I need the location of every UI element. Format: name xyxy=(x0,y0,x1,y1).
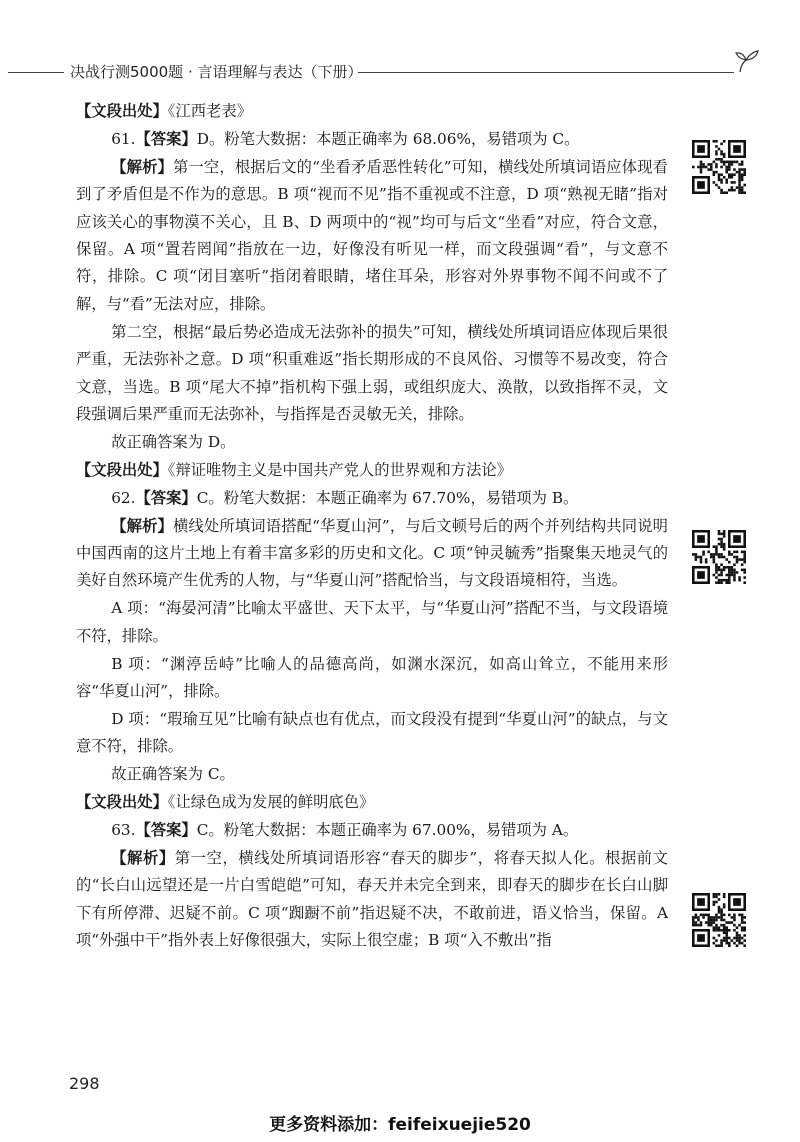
section-label: 【答案】 xyxy=(135,129,197,148)
paragraph-p11 xyxy=(76,706,668,761)
section-label: 【解析】 xyxy=(111,516,174,535)
question-number: 63. xyxy=(111,821,136,840)
paragraph-text: 第一空，根据后文的“坐看矛盾恶性转化”可知，横线处所填词语应体现看到了矛盾但是不作为的意思。B 项“视而不见”指不重视或不注意，D 项“熟视无睹”指对应该关心的事物漠不关心，且 B、D 两项中的“视”均可与后文“坐看”对应，符合文意，保留。A 项“置若罔闻”指放在一边，好像没有听见一样，而文段强调“看”，与文意不符，排除。C 项“闭目塞听”指闭着眼睛，堵住耳朵，形容对外界事物不闻不问或不了解，与“看”无法对应，排除。 xyxy=(76,157,668,313)
section-label: 【答案】 xyxy=(135,488,197,507)
page-content xyxy=(76,98,668,955)
paragraph-p5 xyxy=(76,429,668,456)
section-label: 【文段出处】 xyxy=(76,102,168,120)
paragraph-text: 第一空，横线处所填词语形容“春天的脚步”，将春天拟人化。根据前文的“长白山远望还是一片白雪皑皑”可知，春天并未完全到来，即春天的脚步在长白山脚下有所停滞、迟疑不前。C 项“踟蹰不前”指迟疑不决，不敢前进，语义恰当，保留。A 项“外强中干”指外表上好像很强大，实际上很空虚；B 项“入不敷出”指 xyxy=(76,848,668,950)
paragraph-p3 xyxy=(76,154,668,318)
paragraph-text: D 项：“瑕瑜互见”比喻有缺点也有优点，而文段没有提到“华夏山河”的缺点，与文意不符，排除。 xyxy=(76,709,668,756)
paragraph-p7 xyxy=(76,485,668,512)
paragraph-text: D。粉笔大数据：本题正确率为 68.06%，易错项为 C。 xyxy=(196,129,580,148)
paragraph-p4 xyxy=(76,319,668,429)
paragraph-p9 xyxy=(76,595,668,650)
paragraph-text: 第二空，根据“最后势必造成无法弥补的损失”可知，横线处所填词语应体现后果很严重，无法弥补之意。D 项“积重难返”指长期形成的不良风俗、习惯等不易改变，符合文意，当选。B 项“尾大不掉”指机构下强上弱，或组织庞大、涣散，以致指挥不灵，文段强调后果严重而无法弥补，与指挥是否灵敏无关，排除。 xyxy=(76,322,668,423)
paragraph-p14 xyxy=(76,817,668,844)
sprout-icon xyxy=(732,44,760,72)
paragraph-text: A 项：“海晏河清”比喻太平盛世、天下太平，与“华夏山河”搭配不当，与文段语境不符，排除。 xyxy=(76,599,668,645)
paragraph-p1 xyxy=(76,98,668,125)
footer-note: 更多资料添加：feifeixuejie520 xyxy=(269,1115,531,1135)
paragraph-text: C。粉笔大数据：本题正确率为 67.00%，易错项为 A。 xyxy=(196,821,579,840)
paragraph-text: C。粉笔大数据：本题正确率为 67.70%，易错项为 B。 xyxy=(196,488,579,507)
paragraph-text: 《辩证唯物主义是中国共产党人的世界观和方法论》 xyxy=(167,460,512,479)
paragraph-p6 xyxy=(76,457,668,484)
section-label: 【解析】 xyxy=(111,157,174,176)
paragraph-text: 故正确答案为 C。 xyxy=(111,765,235,784)
header-rule-right xyxy=(358,72,734,73)
section-label: 【文段出处】 xyxy=(76,793,168,812)
qr-code-icon xyxy=(692,893,746,947)
question-number: 62. xyxy=(111,488,136,507)
paragraph-p8 xyxy=(76,513,668,595)
paragraph-text: B 项：“渊渟岳峙”比喻人的品德高尚，如渊水深沉，如高山耸立，不能用来形容“华夏山河”，排除。 xyxy=(76,654,668,701)
section-label: 【文段出处】 xyxy=(76,460,168,479)
paragraph-text: 横线处所填词语搭配“华夏山河”，与后文顿号后的两个并列结构共同说明中国西南的这片土地上有着丰富多彩的历史和文化。C 项“钟灵毓秀”指聚集天地灵气的美好自然环境产生优秀的人物，与“华夏山河”搭配恰当，与文段语境相符，当选。 xyxy=(76,516,668,590)
paragraph-p10 xyxy=(76,651,668,706)
paragraph-p15 xyxy=(76,845,668,955)
section-label: 【解析】 xyxy=(111,848,175,867)
paragraph-p2 xyxy=(76,126,668,153)
paragraph-text: 故正确答案为 D。 xyxy=(111,432,236,451)
question-number: 61. xyxy=(111,129,136,148)
running-header xyxy=(0,60,800,84)
section-label: 【答案】 xyxy=(135,821,197,840)
paragraph-text: 《让绿色成为发展的鲜明底色》 xyxy=(167,793,375,812)
paragraph-p12 xyxy=(76,761,668,788)
header-title: 决战行测5000题 · 言语理解与表达（下册） xyxy=(70,63,363,81)
page-number: 298 xyxy=(69,1074,100,1093)
paragraph-text: 《江西老表》 xyxy=(167,102,252,120)
header-rule-left xyxy=(8,72,64,73)
paragraph-p13 xyxy=(76,789,668,816)
qr-code-icon xyxy=(692,140,746,194)
qr-code-icon xyxy=(692,530,746,584)
